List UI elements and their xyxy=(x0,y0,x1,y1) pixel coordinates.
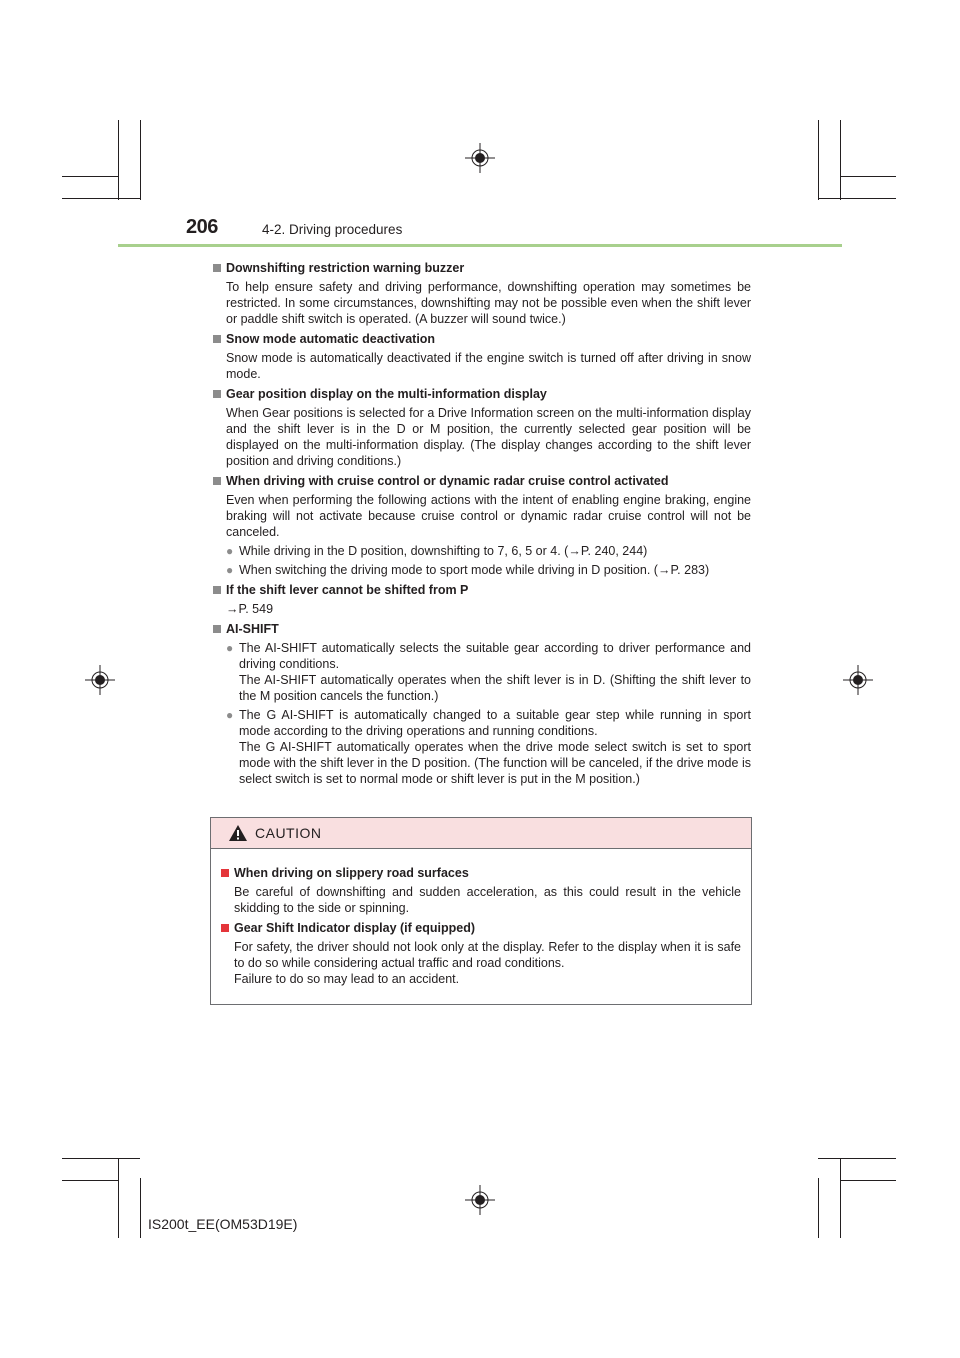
crop-mark xyxy=(140,1178,141,1238)
list-item: ● The G AI-SHIFT is automatically changed to a suitable gear step while running in sport mode according to the driving operations and running conditions. The G AI-SHIFT automatically operates when the drive mode select switch is set to sport mode with the shift lever in the D position. (The function will be canceled, if the drive mode is select switch is set to normal mode or shift lever is put in the M position.) xyxy=(226,708,751,786)
registration-mark-icon xyxy=(465,1185,495,1215)
crop-mark xyxy=(818,1158,896,1159)
section-heading: Snow mode automatic deactivation xyxy=(213,331,751,347)
caution-heading: When driving on slippery road surfaces xyxy=(221,865,741,881)
round-bullet-icon: ● xyxy=(226,641,234,655)
square-bullet-icon xyxy=(213,335,221,343)
crop-mark xyxy=(62,1158,140,1159)
caution-body xyxy=(211,849,751,987)
section-heading: Downshifting restriction warning buzzer xyxy=(213,260,751,276)
registration-mark-icon xyxy=(85,665,115,695)
document-code: IS200t_EE(OM53D19E) xyxy=(148,1216,298,1232)
section-heading: AI-SHIFT xyxy=(213,621,751,637)
square-bullet-icon xyxy=(213,390,221,398)
crop-mark xyxy=(818,1178,819,1238)
caution-title: CAUTION xyxy=(255,825,322,841)
round-bullet-icon: ● xyxy=(226,563,234,577)
page-reference-link[interactable]: →P. 549 xyxy=(226,602,274,616)
crop-mark xyxy=(62,176,118,177)
paragraph: Snow mode is automatically deactivated if the engine switch is turned off after driving in snow mode. xyxy=(226,351,751,381)
paragraph: When Gear positions is selected for a Drive Information screen on the multi-information display and the shift lever is in the D or M position, the currently selected gear position will be displayed on the multi-information display. (The display changes according to the shift lever position and driving conditions.) xyxy=(226,406,751,468)
section-heading: Gear position display on the multi-information display xyxy=(213,386,751,402)
square-bullet-icon xyxy=(213,586,221,594)
crop-mark xyxy=(118,1158,119,1238)
crop-mark xyxy=(818,120,819,200)
crop-mark xyxy=(140,120,141,200)
paragraph: Even when performing the following actions with the intent of enabling engine braking, engine braking will not activate because cruise control or dynamic radar cruise control will not be canceled. xyxy=(226,493,751,539)
square-bullet-icon xyxy=(213,625,221,633)
list-item: ● The AI-SHIFT automatically selects the suitable gear according to driver performance and driving conditions. The AI-SHIFT automatically operates when the shift lever is in D. (Shifting the shift lever to the M position cancels the function.) xyxy=(226,641,751,703)
section-heading: If the shift lever cannot be shifted from P xyxy=(213,582,751,598)
list-item: ● When switching the driving mode to sport mode while driving in D position. (→P. 283) xyxy=(226,563,710,577)
section-heading: When driving with cruise control or dynamic radar cruise control activated xyxy=(213,473,751,489)
page-header xyxy=(186,216,842,246)
section-title: 4-2. Driving procedures xyxy=(262,222,403,237)
paragraph: For safety, the driver should not look only at the display. Refer to the display when it is safe to do so while considering actual traffic and road conditions. Failure to do so may lead to an accident. xyxy=(234,940,741,986)
paragraph: Be careful of downshifting and sudden acceleration, as this could result in the vehicle skidding to the side or spinning. xyxy=(234,885,741,915)
crop-mark xyxy=(840,176,896,177)
registration-mark-icon xyxy=(843,665,873,695)
list-item: ● While driving in the D position, downshifting to 7, 6, 5 or 4. (→P. 240, 244) xyxy=(226,544,648,558)
main-content xyxy=(213,256,751,787)
paragraph: To help ensure safety and driving performance, downshifting operation may sometimes be restricted. In some circumstances, downshifting may not be possible even when the shift lever or paddle shift switch is operated. (A buzzer will sound twice.) xyxy=(226,280,751,326)
crop-mark xyxy=(118,120,119,200)
square-bullet-icon xyxy=(213,264,221,272)
square-bullet-icon xyxy=(221,869,229,877)
crop-mark xyxy=(840,1180,896,1181)
square-bullet-icon xyxy=(213,477,221,485)
crop-mark xyxy=(840,120,841,200)
caution-box xyxy=(210,817,752,1005)
caution-header xyxy=(211,818,751,849)
warning-triangle-icon xyxy=(228,824,248,842)
header-rule xyxy=(118,244,842,247)
crop-mark xyxy=(818,198,896,199)
crop-mark xyxy=(840,1158,841,1238)
page-number: 206 xyxy=(186,216,218,238)
crop-mark xyxy=(62,1180,118,1181)
square-bullet-icon xyxy=(221,924,229,932)
round-bullet-icon: ● xyxy=(226,544,234,558)
round-bullet-icon: ● xyxy=(226,708,234,722)
crop-mark xyxy=(62,198,140,199)
registration-mark-icon xyxy=(465,143,495,173)
caution-heading: Gear Shift Indicator display (if equipped) xyxy=(221,920,741,936)
